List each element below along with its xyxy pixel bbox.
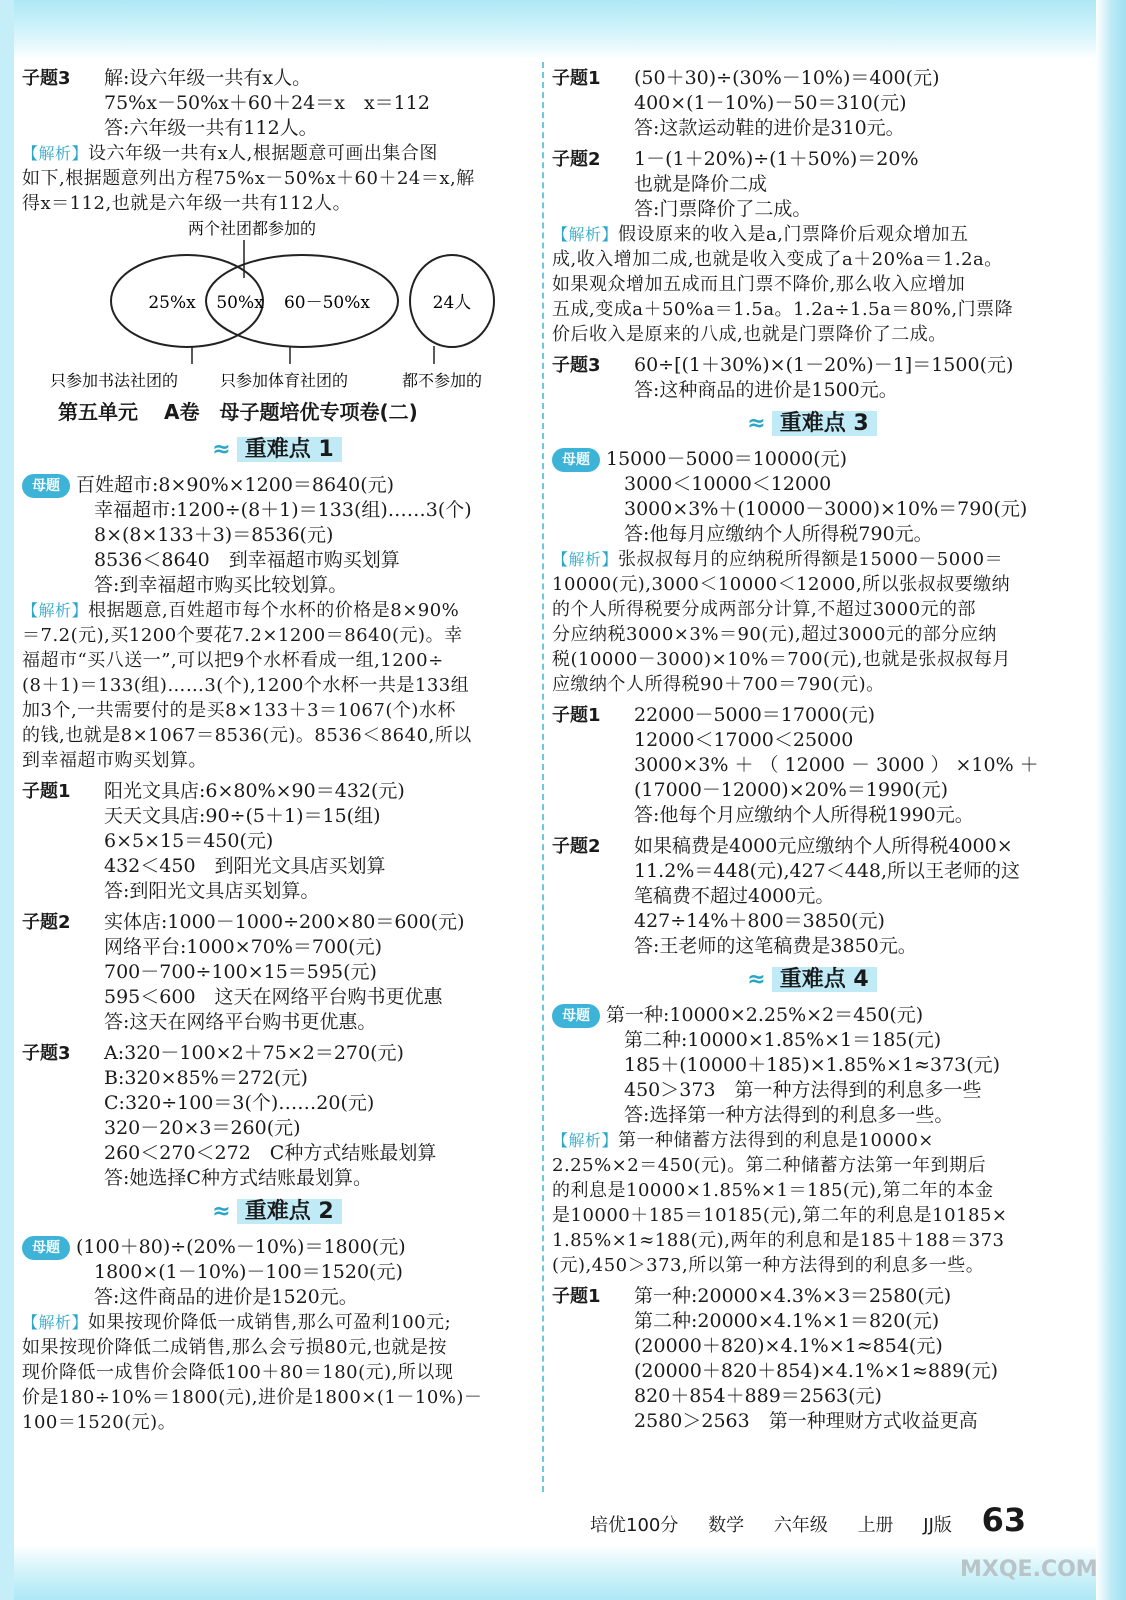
solution-line: 260＜270＜272 C种方式结账最划算 (104, 1142, 437, 1164)
mother-problem-badge: 母题 (22, 1236, 70, 1260)
analysis-line: 根据题意,百姓超市每个水杯的价格是8×90% (88, 600, 460, 621)
solution-line: 450＞373 第一种方法得到的利息多一些 (624, 1079, 982, 1101)
column-divider (542, 62, 544, 1492)
analysis-line: 的个人所得税要分成两部分计算,不超过3000元的部 (552, 599, 977, 620)
mother-problem-4 (552, 1003, 1072, 1278)
right-subproblem-u1 (552, 1284, 1072, 1434)
solution-line: 595＜600 这天在网络平台购书更优惠 (104, 986, 443, 1008)
analysis-line: 如果按现价降低二成销售,那么会亏损80元,也就是按 (22, 1337, 447, 1358)
analysis-line: 的钱,也就是8×1067＝8536(元)。8536＜8640,所以 (22, 725, 472, 746)
venn-bottom-label-1: 只参加书法社团的 (49, 371, 179, 390)
solution-line: 3000×3%＋(10000－3000)×10%＝790(元) (624, 498, 1028, 520)
analysis-line: ＝7.2(元),买1200个要花7.2×1200＝8640(元)。幸 (22, 625, 463, 646)
right-subproblem-2 (552, 147, 1072, 347)
analysis-line: 假设原来的收入是a,门票降价后观众增加五 (618, 224, 969, 245)
page-bottom-border (0, 1545, 1126, 1600)
wave-icon: ≈ (747, 967, 766, 992)
analysis-line: (元),450＞373,所以第一种方法得到的利息多一些。 (552, 1255, 985, 1276)
subproblem-label: 子题3 (552, 355, 601, 376)
solution-line: 答:这款运动鞋的进价是310元。 (634, 117, 905, 139)
solution-line: 第一种:20000×4.3%×3＝2580(元) (634, 1285, 952, 1307)
analysis-line: 福超市“买八送一”,可以把9个水杯看成一组,1200÷ (22, 650, 444, 671)
volume: 上册 (857, 1515, 894, 1536)
analysis-line: 现价降低一成售价会降低100＋80＝180(元),所以现 (22, 1362, 454, 1383)
solution-line: (100＋80)÷(20%－10%)＝1800(元) (76, 1236, 406, 1258)
right-subproblem-1 (552, 66, 1072, 141)
solution-line: 幸福超市:1200÷(8＋1)＝133(组)……3(个) (94, 499, 472, 521)
solution-line: (20000＋820＋854)×4.1%×1≈889(元) (634, 1360, 999, 1382)
solution-line: 答:门票降价了二成。 (634, 198, 812, 220)
solution-line: A:320－100×2＋75×2＝270(元) (104, 1042, 404, 1064)
subproblem-3 (22, 1041, 532, 1191)
solution-line: 3000＜10000＜12000 (624, 473, 832, 495)
page-right-border (1096, 0, 1126, 1600)
solution-line: 820＋854＋889＝2563(元) (634, 1385, 882, 1407)
solution-line: 百姓超市:8×90%×1200＝8640(元) (76, 474, 395, 496)
right-subproblem-t1 (552, 703, 1072, 828)
solution-line: 答:六年级一共有112人。 (104, 117, 318, 139)
key-point-heading-1: ≈ 重难点 1 (22, 433, 532, 467)
solution-line: 答:王老师的这笔稿费是3850元。 (634, 935, 917, 957)
venn-top-label: 两个社团都参加的 (187, 219, 317, 238)
solution-line: 15000－5000＝10000(元) (606, 448, 848, 470)
mother-problem-badge: 母题 (22, 474, 70, 498)
solution-line: 实体店:1000－1000÷200×80＝600(元) (104, 911, 465, 933)
solution-line: 答:这天在网络平台购书更优惠。 (104, 1011, 377, 1033)
venn-region-3: 60－50%x (283, 293, 371, 313)
solution-line: 第二种:10000×1.85%×1＝185(元) (624, 1029, 942, 1051)
analysis-line: 第一种储蓄方法得到的利息是10000× (618, 1130, 934, 1151)
venn-bottom-label-2: 只参加体育社团的 (219, 371, 349, 390)
analysis-line: 设六年级一共有x人,根据题意可画出集合图 (88, 143, 438, 164)
analysis-line: 到幸福超市购买划算。 (22, 750, 207, 771)
solution-line: (50＋30)÷(30%－10%)＝400(元) (634, 67, 940, 89)
solution-line: C:320÷100＝3(个)……20(元) (104, 1092, 375, 1114)
solution-line: 2580＞2563 第一种理财方式收益更高 (634, 1410, 978, 1432)
page-footer (590, 1500, 1090, 1540)
solution-line: 阳光文具店:6×80%×90＝432(元) (104, 780, 405, 802)
solution-line: 如果稿费是4000元应缴纳个人所得税4000× (634, 835, 1013, 857)
wave-icon: ≈ (212, 1199, 231, 1224)
right-subproblem-t2 (552, 834, 1072, 959)
grade: 六年级 (773, 1515, 828, 1536)
solution-line: 第一种:10000×2.25%×2＝450(元) (606, 1004, 924, 1026)
analysis-line: 价是180÷10%＝1800(元),进价是1800×(1－10%)－ (22, 1387, 483, 1408)
analysis-tag: 【解析】 (22, 601, 89, 620)
analysis-tag: 【解析】 (552, 1131, 619, 1150)
solution-line: 答:选择第一种方法得到的利息多一些。 (624, 1104, 954, 1126)
analysis-tag: 【解析】 (552, 550, 619, 569)
analysis-line: 成,收入增加二成,也就是收入变成了a＋20%a＝1.2a。 (552, 249, 1003, 270)
subproblem-label: 子题2 (552, 836, 601, 857)
unit-title (22, 395, 532, 429)
solution-line: 答:到幸福超市购买比较划算。 (94, 574, 348, 596)
subproblem-label: 子题2 (22, 912, 71, 933)
solution-line: 1800×(1－10%)－100＝1520(元) (94, 1261, 403, 1283)
mother-problem-3 (552, 447, 1072, 697)
solution-line: 笔稿费不超过4000元。 (634, 885, 835, 907)
subproblem-label: 子题1 (552, 68, 601, 89)
solution-line: 320－20×3＝260(元) (104, 1117, 301, 1139)
venn-bottom-label-3: 都不参加的 (401, 371, 483, 390)
analysis-tag: 【解析】 (22, 1313, 89, 1332)
analysis-tag: 【解析】 (22, 144, 89, 163)
subproblem-label: 子题3 (22, 68, 71, 89)
solution-line: 22000－5000＝17000(元) (634, 704, 876, 726)
venn-region-4: 24人 (432, 293, 472, 313)
solution-line: 185＋(10000＋185)×1.85%×1≈373(元) (624, 1054, 1001, 1076)
analysis-line: 税(10000－3000)×10%＝700(元),也就是张叔叔每月 (552, 649, 1011, 670)
analysis-line: 加3个,一共需要付的是买8×133＋3＝1067(个)水杯 (22, 700, 456, 721)
unit-subtitle: A卷 母子题培优专项卷(二) (164, 400, 418, 424)
subproblem-label: 子题2 (552, 149, 601, 170)
analysis-line: 如下,根据题意列出方程75%x－50%x＋60＋24＝x,解 (22, 168, 475, 189)
mother-problem-badge: 母题 (552, 1004, 600, 1028)
subject: 数学 (708, 1515, 745, 1536)
mother-problem-badge: 母题 (552, 448, 600, 472)
unit-number: 第五单元 (58, 400, 138, 424)
left-column (22, 62, 532, 1435)
solution-line: 432＜450 到阳光文具店买划算 (104, 855, 386, 877)
analysis-line: 得x＝112,也就是六年级一共有112人。 (22, 193, 352, 214)
answer-page (22, 62, 1082, 1502)
venn-diagram (22, 216, 522, 391)
solution-line: 11.2%＝448(元),427＜448,所以王老师的这 (634, 860, 1021, 882)
solution-line: 答:这种商品的进价是1500元。 (634, 379, 898, 401)
page-left-border (0, 0, 14, 1600)
solution-line: 8536＜8640 到幸福超市购买划算 (94, 549, 400, 571)
solution-line: 天天文具店:90÷(5＋1)＝15(组) (104, 805, 381, 827)
analysis-line: 2.25%×2＝450(元)。第二种储蓄方法第一年到期后 (552, 1155, 987, 1176)
solution-line: 12000＜17000＜25000 (634, 729, 854, 751)
key-point-heading-4: ≈ 重难点 4 (552, 963, 1072, 997)
venn-region-2: 50%x (216, 293, 264, 313)
mother-problem-1 (22, 473, 532, 773)
solution-line: 答:这件商品的进价是1520元。 (94, 1286, 358, 1308)
subproblem-2 (22, 910, 532, 1035)
subproblem-label: 子题1 (552, 1286, 601, 1307)
solution-line: 427÷14%＋800＝3850(元) (634, 910, 885, 932)
analysis-tag: 【解析】 (552, 225, 619, 244)
solution-line: 第二种:20000×4.1%×1＝820(元) (634, 1310, 940, 1332)
wave-icon: ≈ (212, 437, 231, 462)
solution-line: 答:到阳光文具店买划算。 (104, 880, 320, 902)
analysis-line: 五成,变成a＋50%a＝1.5a。1.2a÷1.5a＝80%,门票降 (552, 299, 1014, 320)
analysis-line: 分应纳税3000×3%＝90(元),超过3000元的部分应纳 (552, 624, 997, 645)
solution-line: 8×(8×133＋3)＝8536(元) (94, 524, 334, 546)
subproblem-label: 子题3 (22, 1043, 71, 1064)
page-top-border (0, 0, 1126, 60)
page-number: 63 (981, 1501, 1027, 1539)
analysis-line: 10000(元),3000＜10000＜12000,所以张叔叔要缴纳 (552, 574, 1011, 595)
analysis-line: 1.85%×1≈188(元),两年的利息和是185＋188＝373 (552, 1230, 1005, 1251)
solution-line: 答:他每月应缴纳个人所得税790元。 (624, 523, 933, 545)
right-column (552, 62, 1072, 1434)
right-subproblem-3 (552, 353, 1072, 403)
solution-line: 6×5×15＝450(元) (104, 830, 274, 852)
solution-line: (17000－12000)×20%＝1990(元) (634, 779, 949, 801)
solution-line: 解:设六年级一共有x人。 (104, 67, 312, 89)
subproblem-3-top (22, 66, 532, 216)
analysis-line: 100＝1520(元)。 (22, 1412, 177, 1433)
solution-line: 75%x－50%x＋60＋24＝x x＝112 (104, 92, 430, 114)
solution-line: 60÷[(1＋30%)×(1－20%)－1]＝1500(元) (634, 354, 1014, 376)
analysis-line: (8＋1)＝133(组)……3(个),1200个水杯一共是133组 (22, 675, 470, 696)
analysis-line: 的利息是10000×1.85%×1＝185(元),第二年的本金 (552, 1180, 994, 1201)
subproblem-1 (22, 779, 532, 904)
solution-line: 答:她选择C种方式结账最划算。 (104, 1167, 372, 1189)
solution-line: 答:他每个月应缴纳个人所得税1990元。 (634, 804, 974, 826)
wave-icon: ≈ (747, 411, 766, 436)
watermark: MXQE.COM (960, 1557, 1098, 1582)
subproblem-label: 子题1 (22, 781, 71, 802)
solution-line: 3000×3% ＋ （ 12000 － 3000 ） ×10% ＋ (634, 754, 1039, 776)
venn-region-1: 25%x (148, 293, 196, 313)
book-title: 培优100分 (590, 1515, 679, 1536)
solution-line: 700－700÷100×15＝595(元) (104, 961, 377, 983)
solution-line: 也就是降价二成 (634, 173, 768, 195)
analysis-line: 是10000＋185＝10185(元),第二年的利息是10185× (552, 1205, 1008, 1226)
edition: JJ版 (923, 1515, 952, 1536)
solution-line: (20000＋820)×4.1%×1≈854(元) (634, 1335, 943, 1357)
solution-line: B:320×85%＝272(元) (104, 1067, 308, 1089)
analysis-line: 应缴纳个人所得税90＋700＝790(元)。 (552, 674, 885, 695)
solution-line: 网络平台:1000×70%＝700(元) (104, 936, 382, 958)
solution-line: 1－(1＋20%)÷(1＋50%)＝20% (634, 148, 919, 170)
mother-problem-2 (22, 1235, 532, 1435)
solution-line: 400×(1－10%)－50＝310(元) (634, 92, 907, 114)
analysis-line: 价后收入是原来的八成,也就是门票降价了二成。 (552, 324, 947, 345)
subproblem-label: 子题1 (552, 705, 601, 726)
key-point-heading-2: ≈ 重难点 2 (22, 1195, 532, 1229)
analysis-line: 如果按现价降低一成销售,那么可盈利100元; (88, 1312, 452, 1333)
analysis-line: 如果观众增加五成而且门票不降价,那么收入应增加 (552, 274, 966, 295)
key-point-heading-3: ≈ 重难点 3 (552, 407, 1072, 441)
analysis-line: 张叔叔每月的应纳税所得额是15000－5000＝ (618, 549, 1004, 570)
